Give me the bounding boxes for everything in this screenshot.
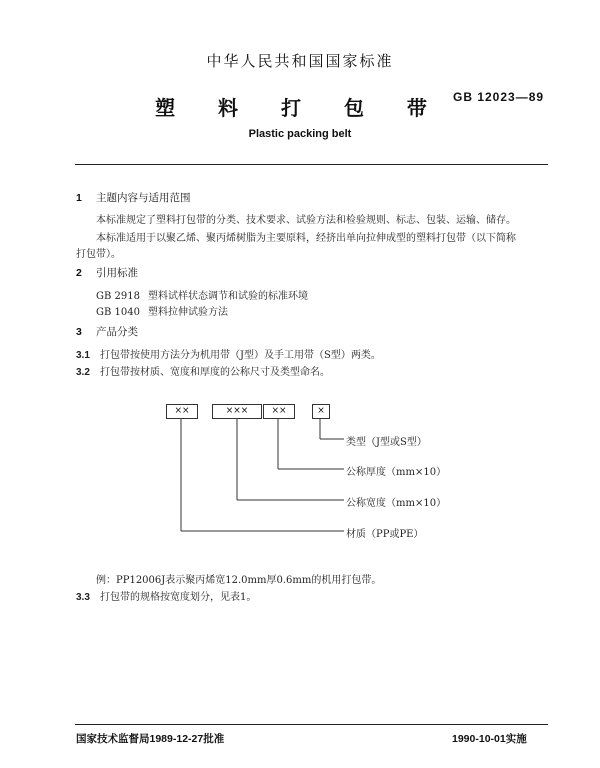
section-2-number: 2: [76, 267, 82, 279]
code-box-type: ×: [312, 404, 330, 419]
section-3-number: 3: [76, 326, 82, 338]
reference-title: 塑料拉伸试验方法: [148, 307, 228, 318]
label-width: 公称宽度（mm×10）: [346, 498, 447, 509]
clause-3-2: [76, 363, 330, 378]
naming-diagram: [160, 400, 460, 550]
clause-number: 3.2: [76, 367, 90, 378]
clause-number: 3.3: [76, 592, 90, 603]
clause-text: 打包带按使用方法分为机用带（J型）及手工用带（S型）两类。: [100, 350, 381, 361]
standard-name: 中华人民共和国国家标准: [206, 52, 394, 70]
section-3-heading: [76, 324, 138, 339]
section-3-title: 产品分类: [96, 326, 138, 338]
section-1-paragraph-2-cont: 打包带）。: [76, 249, 121, 260]
reference-item: [96, 303, 228, 318]
clause-3-3: [76, 588, 256, 603]
section-1-number: 1: [76, 192, 82, 204]
clause-text: 打包带按材质、宽度和厚度的公称尺寸及类型命名。: [100, 367, 330, 378]
reference-item: [96, 287, 308, 302]
header-divider: [75, 164, 548, 165]
section-1-paragraph-1: 本标准规定了塑料打包带的分类、技术要求、试验方法和检验规则、标志、包装、运输、储存。: [96, 215, 516, 226]
label-thickness: 公称厚度（mm×10）: [346, 467, 447, 478]
english-title: Plastic packing belt: [248, 128, 352, 140]
effective-date: 1990-10-01实施: [452, 733, 527, 745]
label-type: 类型（J型或S型）: [346, 437, 427, 448]
reference-code: GB 1040: [96, 307, 140, 318]
code-box-thickness: ××: [263, 404, 295, 419]
clause-text: 打包带的规格按宽度划分，见表1。: [100, 592, 257, 603]
standard-number: GB 12023—89: [453, 90, 545, 104]
section-1-heading: [76, 190, 191, 205]
clause-number: 3.1: [76, 350, 90, 361]
section-2-title: 引用标准: [96, 267, 138, 279]
section-1-paragraph-2: 本标准适用于以聚乙烯、聚丙烯树脂为主要原料，经挤出单向拉伸成型的塑料打包带（以下简称: [96, 233, 516, 244]
reference-title: 塑料试样状态调节和试验的标准环境: [148, 291, 308, 302]
code-box-material: ××: [166, 404, 198, 419]
approval-date: 国家技术监督局1989-12-27批准: [76, 733, 225, 745]
section-2-heading: [76, 265, 138, 280]
document-title: 塑 料 打 包 带: [155, 96, 445, 120]
footer-divider: [75, 724, 548, 725]
label-material: 材质（PP或PE）: [346, 529, 424, 540]
code-box-width: ×××: [212, 404, 262, 419]
section-1-title: 主题内容与适用范围: [96, 192, 191, 204]
naming-example: 例：PP12006J表示聚丙烯宽12.0mm厚0.6mm的机用打包带。: [96, 575, 382, 586]
reference-code: GB 2918: [96, 291, 140, 302]
clause-3-1: [76, 346, 381, 361]
